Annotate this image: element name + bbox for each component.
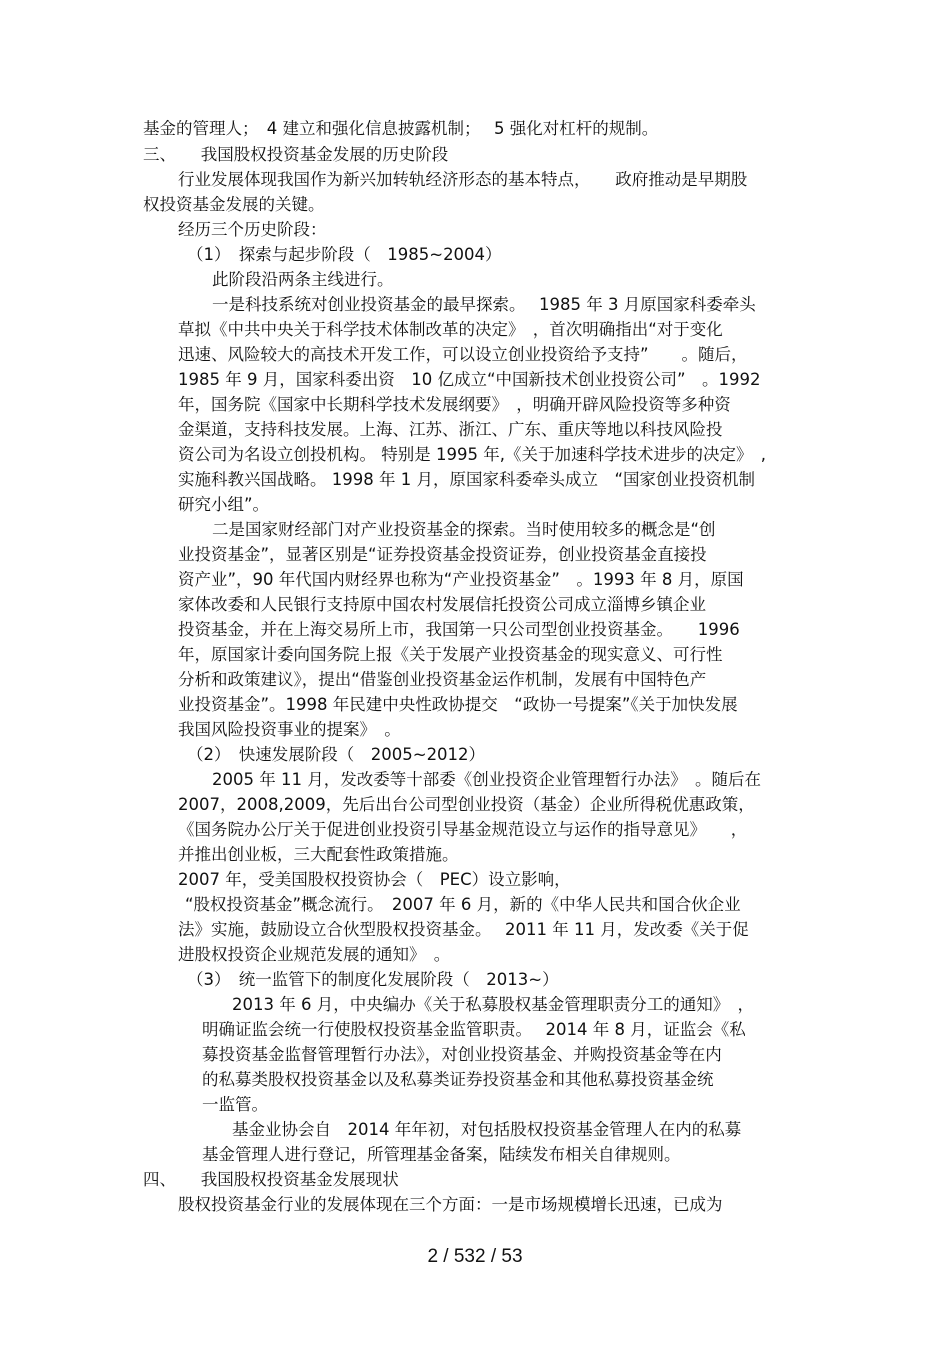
text-line: 2007 年，受美国股权投资协会（ PEC）设立影响， bbox=[178, 870, 571, 889]
text-line: 2013 年 6 月，中央编办《关于私募股权基金管理职责分工的通知》 ， bbox=[232, 995, 754, 1014]
text-line: 法》实施，鼓励设立合伙型股权投资基金。 2011 年 11 月，发改委《关于促 bbox=[178, 920, 749, 939]
text-line: 2007，2008,2009，先后出台公司型创业投资（基金）企业所得税优惠政策， bbox=[178, 795, 755, 814]
text-line: 明确证监会统一行使股权投资基金监管职责。 2014 年 8 月，证监会《私 bbox=[202, 1020, 746, 1039]
text-line: 金渠道，支持科技发展。上海、江苏、浙江、广东、重庆等地以科技风险投 bbox=[178, 420, 723, 439]
text-line: 经历三个历史阶段： bbox=[178, 220, 327, 239]
text-line: 股权投资基金行业的发展体现在三个方面：一是市场规模增长迅速，已成为 bbox=[178, 1195, 723, 1214]
text-line: 迅速、风险较大的高技术开发工作，可以设立创业投资给予支持” 。随后， bbox=[178, 345, 748, 364]
text-line: 三、 我国股权投资基金发展的历史阶段 bbox=[143, 145, 449, 164]
text-line: 并推出创业板，三大配套性政策措施。 bbox=[178, 845, 459, 864]
text-line: 我国风险投资事业的提案》 。 bbox=[178, 720, 401, 739]
text-line: 实施科教兴国战略。 1998 年 1 月，原国家科委牵头成立 “国家创业投资机制 bbox=[178, 470, 756, 489]
text-line: 2005 年 11 月，发改委等十部委《创业投资企业管理暂行办法》 。随后在 bbox=[212, 770, 761, 789]
text-line: 资产业”，90 年代国内财经界也称为“产业投资基金” 。1993 年 8 月，原国 bbox=[178, 570, 744, 589]
text-line: 业投资基金”。1998 年民建中央性政协提交 “政协一号提案”《关于加快发展 bbox=[178, 695, 738, 714]
text-line: 年，原国家计委向国务院上报《关于发展产业投资基金的现实意义、可行性 bbox=[178, 645, 723, 664]
text-line: 业投资基金”，显著区别是“证券投资基金投资证券，创业投资基金直接投 bbox=[178, 545, 707, 564]
text-line: （3） 统一监管下的制度化发展阶段（ 2013~） bbox=[187, 970, 559, 989]
text-line: 家体改委和人民银行支持原中国农村发展信托投资公司成立淄博乡镇企业 bbox=[178, 595, 706, 614]
text-line: 年，国务院《国家中长期科学技术发展纲要》 ，明确开辟风险投资等多种资 bbox=[178, 395, 731, 414]
text-line: 基金业协会自 2014 年年初，对包括股权投资基金管理人在内的私募 bbox=[232, 1120, 742, 1139]
text-line: 基金管理人进行登记，所管理基金备案，陆续发布相关自律规则。 bbox=[202, 1145, 681, 1164]
text-line: 一是科技系统对创业投资基金的最早探索。 1985 年 3 月原国家科委牵头 bbox=[212, 295, 756, 314]
text-line: 分析和政策建议》，提出“借鉴创业投资基金运作机制，发展有中国特色产 bbox=[178, 670, 707, 689]
text-line: 投资基金，并在上海交易所上市，我国第一只公司型创业投资基金。 1996 bbox=[178, 620, 740, 639]
text-line: 权投资基金发展的关键。 bbox=[143, 195, 325, 214]
text-line: 进股权投资企业规范发展的通知》 。 bbox=[178, 945, 451, 964]
text-line: 资公司为名设立创投机构。 特别是 1995 年,《关于加速科学技术进步的决定》 , bbox=[178, 445, 766, 464]
text-line: 一监管。 bbox=[202, 1095, 268, 1114]
text-line: “股权投资基金”概念流行。 2007 年 6 月，新的《中华人民共和国合伙企业 bbox=[185, 895, 741, 914]
text-line: （1） 探索与起步阶段（ 1985~2004） bbox=[187, 245, 502, 264]
text-line: 1985 年 9 月，国家科委出资 10 亿成立“中国新技术创业投资公司” 。1992 bbox=[178, 370, 761, 389]
text-line: 募投资基金监督管理暂行办法》，对创业投资基金、并购投资基金等在内 bbox=[202, 1045, 722, 1064]
text-line: 基金的管理人； 4 建立和强化信息披露机制； 5 强化对杠杆的规制。 bbox=[143, 119, 659, 138]
text-line: 研究小组”。 bbox=[178, 495, 270, 514]
text-line: 《国务院办公厅关于促进创业投资引导基金规范设立与运作的指导意见》 ， bbox=[178, 820, 748, 839]
text-line: 此阶段沿两条主线进行。 bbox=[212, 270, 394, 289]
text-line: 二是国家财经部门对产业投资基金的探索。当时使用较多的概念是“创 bbox=[212, 520, 716, 539]
text-line: 行业发展体现我国作为新兴加转轨经济形态的基本特点， 政府推动是早期股 bbox=[178, 170, 748, 189]
text-line: 的私募类股权投资基金以及私募类证券投资基金和其他私募投资基金统 bbox=[202, 1070, 714, 1089]
page-number: 2 / 532 / 53 bbox=[427, 1246, 523, 1267]
text-line: 草拟《中共中央关于科学技术体制改革的决定》 ，首次明确指出“对于变化 bbox=[178, 320, 723, 339]
text-line: （2） 快速发展阶段（ 2005~2012） bbox=[187, 745, 486, 764]
text-line: 四、 我国股权投资基金发展现状 bbox=[143, 1170, 399, 1189]
